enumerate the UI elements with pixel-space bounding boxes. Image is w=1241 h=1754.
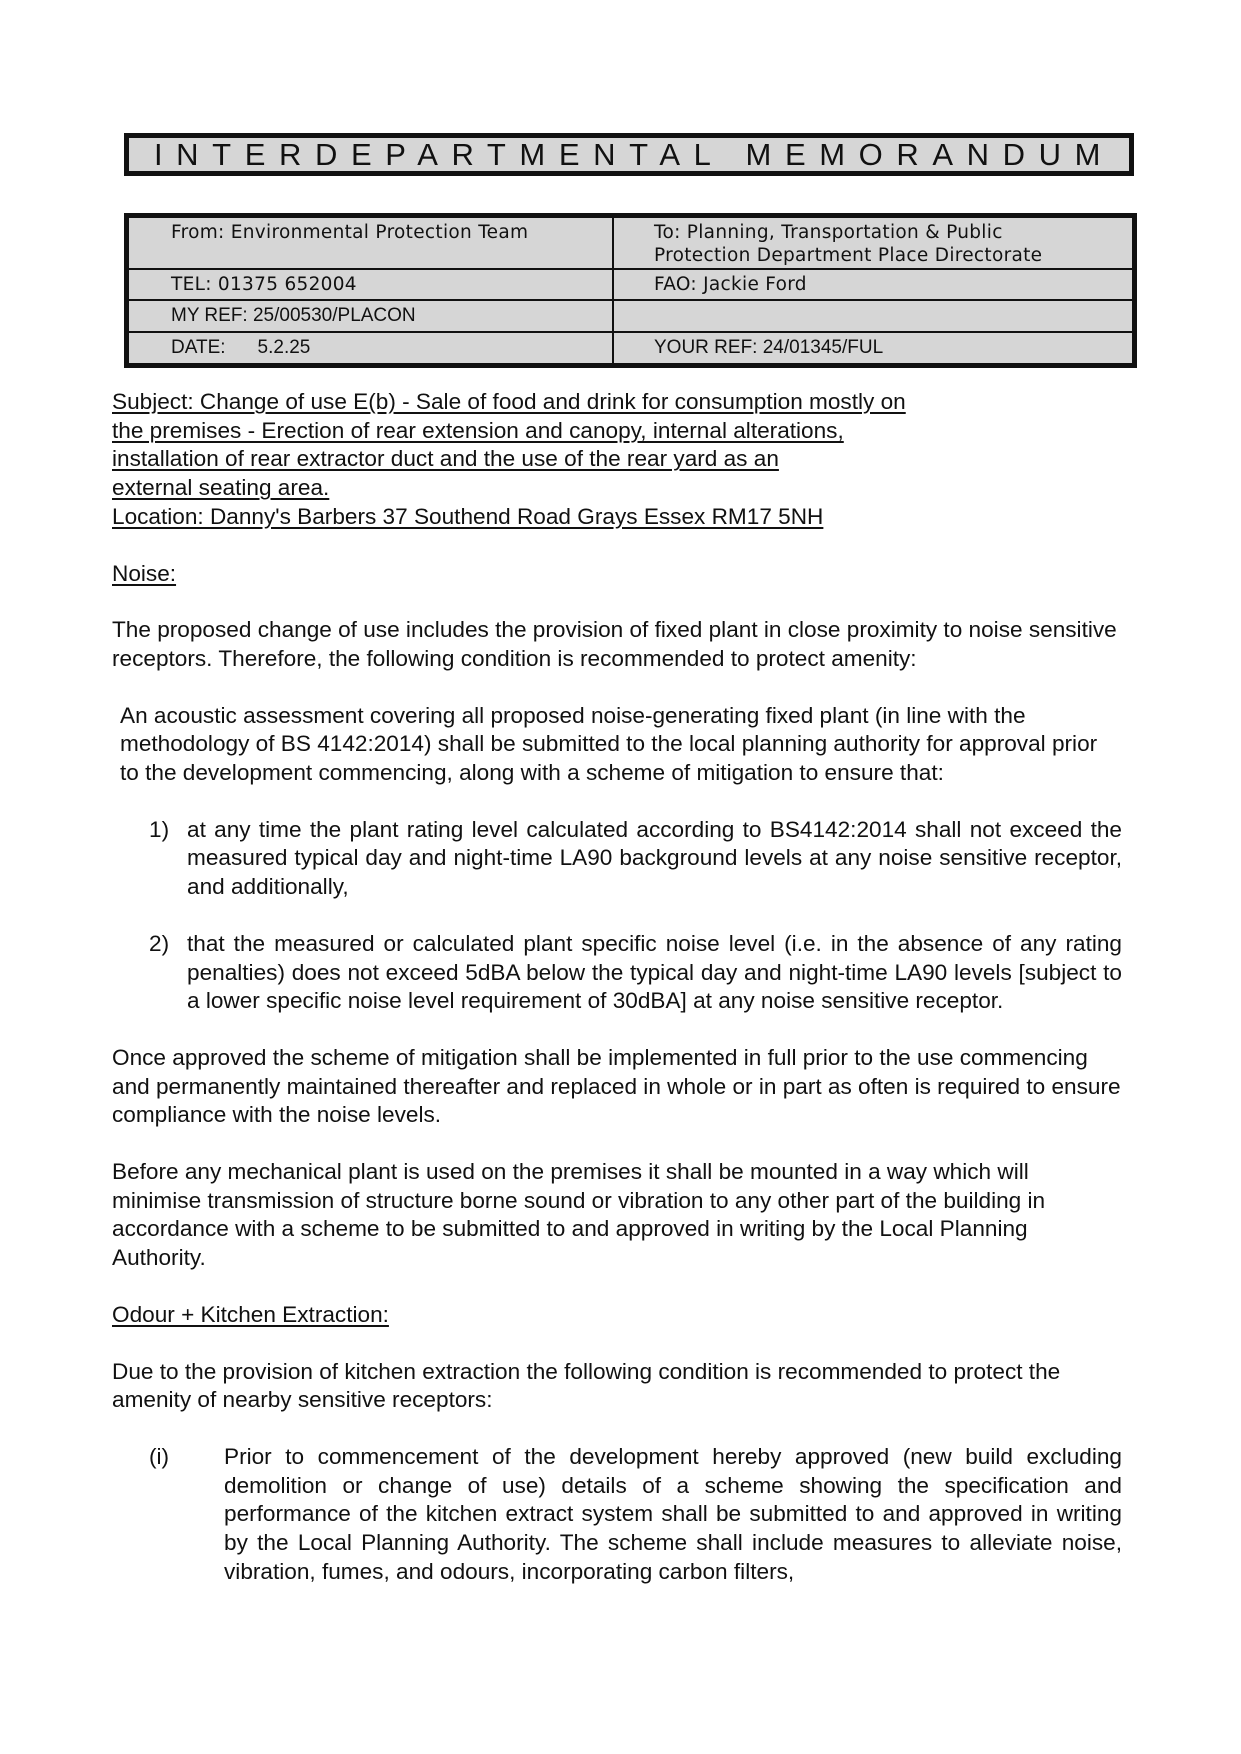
location-line: Location: Danny's Barbers 37 Southend Road Grays Essex RM17 5NH bbox=[112, 503, 824, 529]
odour-intro-paragraph: Due to the provision of kitchen extraction the following condition is recommended to protect the amenity of nearby sensitive receptors: bbox=[112, 1358, 1061, 1413]
subject-line: external seating area. bbox=[112, 475, 330, 501]
list-marker: 1) bbox=[149, 816, 170, 842]
date-value: 5.2.25 bbox=[257, 337, 311, 358]
odour-condition-list bbox=[112, 1443, 1122, 1587]
subject-line: the premises - Erection of rear extension and canopy, internal alterations, bbox=[112, 417, 844, 443]
my-ref-field: MY REF: 25/00530/PLACON bbox=[171, 305, 416, 326]
header-row bbox=[129, 299, 1132, 331]
fao-field: FAO: Jackie Ford bbox=[654, 274, 807, 295]
my-ref-cell bbox=[129, 301, 614, 331]
memo-title-banner bbox=[124, 133, 1134, 176]
empty-cell bbox=[614, 301, 1132, 331]
subject-line: Subject: Change of use E(b) - Sale of food and drink for consumption mostly on bbox=[112, 389, 906, 414]
to-cell bbox=[614, 218, 1132, 268]
noise-heading: Noise: bbox=[112, 560, 177, 586]
date-cell bbox=[129, 333, 614, 363]
subject-block bbox=[112, 388, 1122, 532]
tel-cell bbox=[129, 270, 614, 299]
fao-cell bbox=[614, 270, 1132, 299]
list-item bbox=[112, 930, 1122, 1016]
date-label: DATE: bbox=[171, 337, 226, 358]
from-field: From: Environmental Protection Team bbox=[171, 222, 529, 243]
list-item bbox=[112, 1443, 1122, 1587]
your-ref-field: YOUR REF: 24/01345/FUL bbox=[654, 337, 884, 358]
list-item-text: at any time the plant rating level calculated according to BS4142:2014 shall not exceed the measured typical day and night-time LA90 background levels at any noise sensitive receptor, and additionally, bbox=[187, 816, 1122, 900]
mechanical-plant-paragraph: Before any mechanical plant is used on the premises it shall be mounted in a way which will minimise transmission of structure borne sound or vibration to any other part of the building in accordance with a scheme to be submitted to and approved in writing by the Local Planning Authority. bbox=[112, 1159, 1046, 1271]
tel-field: TEL: 01375 652004 bbox=[171, 274, 357, 295]
list-marker: 2) bbox=[149, 930, 170, 956]
list-item-text: that the measured or calculated plant specific noise level (i.e. in the absence of any rating penalties) does not exceed 5dBA below the typical day and night-time LA90 levels [subject to a lower specific noise level requirement of 30dBA] at any noise sensitive receptor. bbox=[187, 930, 1122, 1014]
noise-condition-list bbox=[112, 816, 1122, 1016]
to-field-line2: Protection Department Place Directorate bbox=[654, 245, 1043, 266]
from-cell bbox=[129, 218, 614, 268]
list-item bbox=[112, 816, 1122, 902]
to-field-line1: To: Planning, Transportation & Public bbox=[654, 222, 1003, 243]
memo-header-table bbox=[124, 213, 1137, 368]
acoustic-assessment-paragraph: An acoustic assessment covering all proposed noise-generating fixed plant (in line with the methodology of BS 4142:2014) shall be submitted to the local planning authority for approval prior to the development commencing, along with a scheme of mitigation to ensure that: bbox=[120, 702, 1098, 786]
subject-line: installation of rear extractor duct and the use of the rear yard as an bbox=[112, 446, 779, 472]
memo-title: INTERDEPARTMENTAL MEMORANDUM bbox=[153, 137, 1115, 172]
list-item-text: Prior to commencement of the development hereby approved (new build excluding demolition or change of use) details of a scheme showing the specification and performance of the kitchen extract system shall be submitted to and approved in writing by the Local Planning Authority. The scheme shall include measures to alleviate noise, vibration, fumes, and odours, incorporating carbon filters, bbox=[224, 1443, 1122, 1584]
mitigation-paragraph: Once approved the scheme of mitigation shall be implemented in full prior to the use commencing and permanently maintained thereafter and replaced in whole or in part as often is required to ensure compliance with the noise levels. bbox=[112, 1044, 1121, 1128]
header-row bbox=[129, 218, 1132, 268]
list-marker: (i) bbox=[149, 1443, 170, 1469]
your-ref-cell bbox=[614, 333, 1132, 363]
header-row bbox=[129, 331, 1132, 363]
noise-intro-paragraph: The proposed change of use includes the provision of fixed plant in close proximity to noise sensitive receptors. Therefore, the following condition is recommended to protect amenity: bbox=[112, 617, 1117, 671]
odour-heading: Odour + Kitchen Extraction: bbox=[112, 1301, 389, 1327]
header-row bbox=[129, 268, 1132, 299]
memo-body bbox=[112, 388, 1122, 1587]
